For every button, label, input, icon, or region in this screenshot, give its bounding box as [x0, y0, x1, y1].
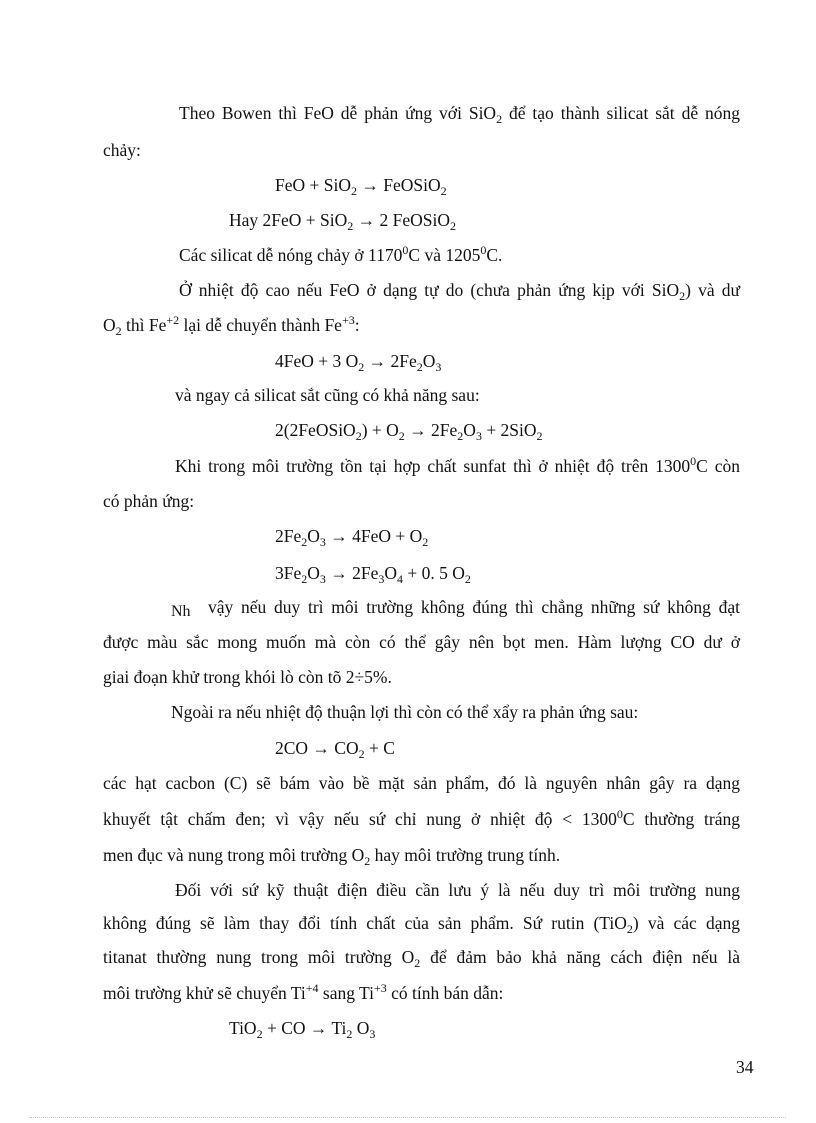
equation: 4FeO + 3 $O_2 \to 2Fe_2O_3$ [275, 351, 442, 374]
text-line: $O_2$ thì $Fe^{+2}$ lại dễ chuyển thành $Fe^{+3}$: [103, 313, 360, 338]
equation: 2(2FeOSiO$_2$) + $O_2 \to 2Fe_2O_3 + 2SiO_2$ [275, 420, 543, 443]
text-line: Ngoài ra nếu nhiệt độ thuận lợi thì còn có thể xẩy ra phản ứng sau: [171, 702, 639, 722]
equation: $3Fe_2O_3 \to 2Fe_3O_4 + 0$. 5 $O_2$ [275, 563, 471, 586]
text-line: men đục và nung trong môi trường $O_2$ hay môi trường trung tính. [103, 845, 561, 868]
text-line: Ở nhiệt độ cao nếu FeO ở dạng tự do (chưa phản ứng kịp với SiO$_2$) và dư [179, 280, 740, 303]
text-line: vậy nếu duy trì môi trường không đúng thì chẳng những sứ không đạt [208, 597, 740, 617]
equation: $2CO \to CO_2 + C$ [275, 738, 395, 761]
equation: $2Fe_2O_3 \to 4FeO + O_2$ [275, 526, 429, 549]
text-line: và ngay cả silicat sắt cũng có khả năng sau: [175, 385, 480, 405]
page-number: 34 [736, 1057, 754, 1077]
text-line: không đúng sẽ làm thay đổi tính chất của sản phẩm. Sứ rutin (TiO$_2$) và các dạng [103, 913, 740, 936]
text-line: được màu sắc mong muốn mà còn có thể gây nên bọt men. Hàm lượng CO dư ở [103, 632, 740, 652]
page-bottom-divider [30, 1117, 786, 1118]
text-line: Khi trong môi trường tồn tại hợp chất sunfat thì ở nhiệt độ trên 1300$^0$C còn [175, 454, 740, 476]
text-line: chảy: [103, 140, 141, 160]
text-line: khuyết tật chấm đen; vì vậy nếu sứ chỉ nung ở nhiệt độ < $1300^0C$ thường tráng [103, 807, 740, 829]
text-line: Nh [171, 603, 191, 620]
text-line: titanat thường nung trong môi trường $O_2$ để đảm bảo khả năng cách điện nếu là [103, 947, 740, 970]
text-line: có phản ứng: [103, 491, 195, 511]
equation: FeO + SiO$_2$ → FeOSiO$_2$ [275, 175, 447, 198]
text-line: môi trường khử sẽ chuyển $Ti^{+4}$ sang $Ti^{+3}$ có tính bán dẫn: [103, 981, 504, 1003]
text-line: các hạt cacbon (C) sẽ bám vào bề mặt sản phẩm, đó là nguyên nhân gây ra dạng [103, 773, 740, 793]
text-line: Đối với sứ kỹ thuật điện điều cần lưu ý là nếu duy trì môi trường nung [175, 880, 740, 900]
equation: Hay 2FeO + SiO$_2$ → 2 FeOSiO$_2$ [229, 210, 457, 233]
equation: TiO$_2$ + CO → $Ti_2$ $O_3$ [229, 1018, 376, 1041]
text-line: Theo Bowen thì FeO dễ phản ứng với SiO$_2$ để tạo thành silicat sắt dễ nóng [179, 103, 740, 126]
text-line: Các silicat dễ nóng chảy ở 1170$^0$C và 1205$^0$C. [179, 243, 503, 265]
text-line: giai đoạn khử trong khói lò còn tõ 2÷5%. [103, 667, 392, 687]
